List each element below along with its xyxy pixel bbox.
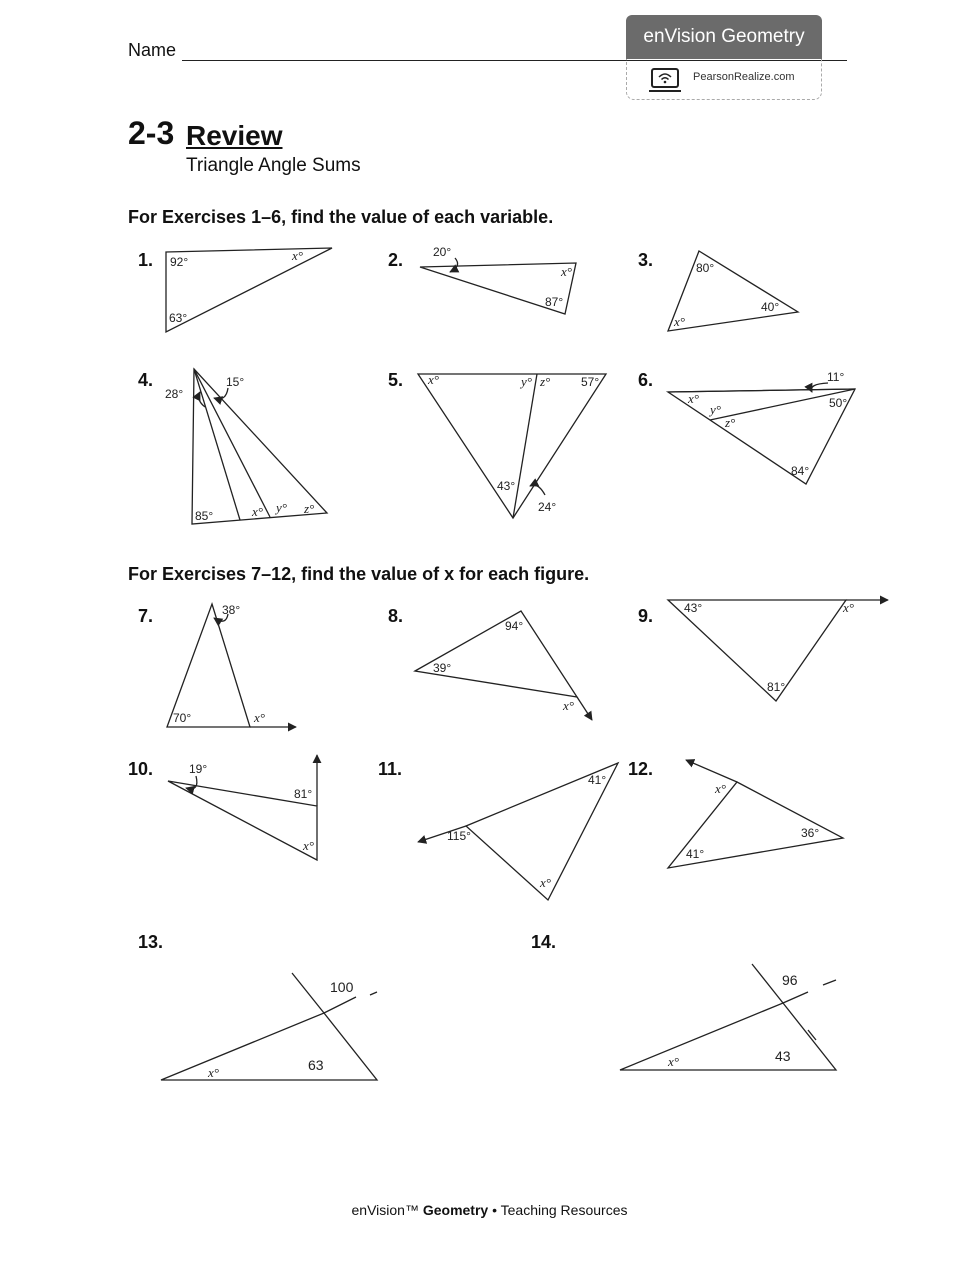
triangle-figure-13 <box>161 1013 377 1080</box>
exercise-number: 13. <box>138 932 164 952</box>
exercise-number: 9. <box>638 606 654 626</box>
angle-label: 50° <box>829 396 848 410</box>
angle-label: x° <box>208 1065 219 1080</box>
footer-brand: enVision™ <box>351 1202 419 1218</box>
angle-label: x° <box>254 710 265 725</box>
angle-label: 43° <box>497 479 516 493</box>
angle-label: z° <box>725 415 736 430</box>
angle-label: x° <box>843 600 854 615</box>
angle-label: 96 <box>782 972 798 988</box>
angle-label: x° <box>303 838 314 853</box>
page-title: Review <box>186 120 283 151</box>
exercise-number: 11. <box>378 759 403 779</box>
angle-label: 94° <box>505 619 524 633</box>
name-label: Name <box>128 40 177 60</box>
angle-label: 40° <box>761 300 780 314</box>
angle-label: 41° <box>588 773 607 787</box>
exercise-number: 8. <box>388 606 404 626</box>
angle-label: 87° <box>545 295 564 309</box>
footer-rest: • Teaching Resources <box>488 1202 628 1218</box>
angle-label: 81° <box>767 680 786 694</box>
angle-label: 57° <box>581 375 600 389</box>
triangle-figure-9 <box>668 600 846 701</box>
exercise-number: 10. <box>128 759 154 779</box>
angle-label: x° <box>563 698 574 713</box>
triangle-figure-14 <box>620 1003 836 1070</box>
brand-url: PearsonRealize.com <box>693 71 795 83</box>
angle-label: 70° <box>173 711 192 725</box>
angle-label: 43 <box>775 1048 791 1064</box>
angle-label: x° <box>715 781 726 796</box>
angle-label: 41° <box>686 847 705 861</box>
angle-label: 43° <box>684 601 703 615</box>
triangle-figure-3 <box>668 251 798 331</box>
angle-label: y° <box>710 402 721 417</box>
angle-label: 80° <box>696 261 715 275</box>
angle-label: 11° <box>827 370 845 384</box>
angle-label: 28° <box>165 387 184 401</box>
exercise-number: 1. <box>138 250 154 270</box>
angle-label: 84° <box>791 464 810 478</box>
angle-label: y° <box>521 374 532 389</box>
angle-label: x° <box>688 391 699 406</box>
angle-label: 38° <box>222 603 241 617</box>
angle-label: x° <box>428 372 439 387</box>
instructions-part1: For Exercises 1–6, find the value of each variable. <box>128 207 554 227</box>
angle-label: 115° <box>447 829 471 843</box>
angle-label: y° <box>276 500 287 515</box>
angle-label: z° <box>540 374 551 389</box>
brand-title: enVision Geometry <box>626 15 822 59</box>
angle-label: x° <box>668 1054 679 1069</box>
angle-label: x° <box>561 264 572 279</box>
exercise-number: 4. <box>138 370 154 390</box>
angle-label: 63 <box>308 1057 324 1073</box>
angle-label: z° <box>304 501 315 516</box>
angle-label: x° <box>674 314 685 329</box>
triangle-figure-7 <box>167 604 250 727</box>
triangle-figure-1 <box>166 248 332 332</box>
page-subtitle: Triangle Angle Sums <box>186 155 361 176</box>
angle-label: 85° <box>195 509 214 523</box>
angle-label: 92° <box>170 255 189 269</box>
triangle-figure-8 <box>415 611 577 697</box>
exercise-number: 3. <box>638 250 654 270</box>
angle-label: 63° <box>169 311 188 325</box>
exercise-number: 6. <box>638 370 654 390</box>
angle-label: 81° <box>294 787 313 801</box>
instructions-part2: For Exercises 7–12, find the value of x for each figure. <box>128 564 590 584</box>
exercise-number: 14. <box>531 932 557 952</box>
exercise-number: 5. <box>388 370 404 390</box>
page-footer <box>0 1202 979 1218</box>
angle-label: 36° <box>801 826 820 840</box>
angle-label: x° <box>292 248 303 263</box>
angle-label: 20° <box>433 245 452 259</box>
exercise-number: 12. <box>628 759 654 779</box>
angle-label: x° <box>252 504 263 519</box>
angle-label: 24° <box>538 500 557 514</box>
angle-label: 100 <box>330 979 354 995</box>
triangle-figure-5 <box>418 374 606 518</box>
angle-label: 15° <box>226 375 245 389</box>
angle-label: 19° <box>189 762 208 776</box>
angle-label: x° <box>540 875 551 890</box>
angle-label: 39° <box>433 661 452 675</box>
exercise-number: 7. <box>138 606 154 626</box>
footer-product: Geometry <box>422 1202 489 1218</box>
exercise-number: 2. <box>388 250 404 270</box>
section-number: 2-3 <box>128 115 175 151</box>
